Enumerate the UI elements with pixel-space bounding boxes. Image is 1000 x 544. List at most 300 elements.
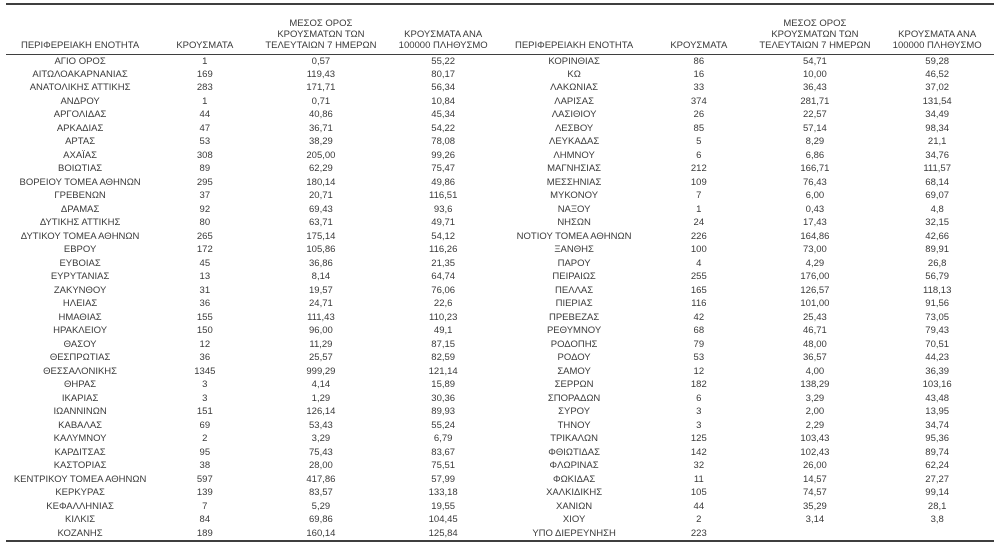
avg7day-cell: 0,71	[311, 95, 331, 107]
avg7day-cell: 101,00	[800, 298, 830, 310]
per100k-cell: 116,51	[429, 190, 458, 202]
table-row	[500, 189, 994, 203]
region-cell: ΡΟΔΟΠΗΣ	[550, 338, 598, 350]
region-cell: ΔΡΑΜΑΣ	[60, 203, 100, 215]
table-body-right	[500, 54, 994, 540]
avg7day-cell: 105,86	[306, 244, 336, 256]
per100k-cell: 75,51	[431, 460, 456, 472]
per100k-cell: 56,79	[925, 271, 950, 283]
region-cell: ΝΟΤΙΟΥ ΤΟΜΕΑ ΑΘΗΝΩΝ	[516, 230, 632, 242]
region-cell: ΜΑΓΝΗΣΙΑΣ	[547, 163, 602, 175]
avg7day-cell: 138,29	[800, 379, 830, 391]
cases-cell: 255	[690, 271, 707, 283]
per100k-cell: 82,59	[431, 352, 456, 364]
table-row	[6, 446, 500, 460]
region-cell: ΑΝΑΤΟΛΙΚΗΣ ΑΤΤΙΚΗΣ	[29, 82, 131, 94]
avg7day-cell: 8,14	[311, 271, 331, 283]
per100k-cell: 70,51	[925, 338, 950, 350]
avg7day-cell: 0,57	[311, 55, 331, 67]
cases-cell: 6	[696, 392, 702, 404]
per100k-cell: 95,36	[925, 433, 950, 445]
avg7day-cell: 36,43	[803, 82, 827, 94]
region-cell: ΠΕΙΡΑΙΩΣ	[552, 271, 596, 283]
region-cell: ΠΕΛΛΑΣ	[555, 284, 594, 296]
table-row	[6, 311, 500, 325]
avg7day-cell: 4,00	[805, 365, 825, 377]
table-row	[6, 297, 500, 311]
cases-cell: 223	[690, 527, 707, 539]
cases-cell: 11	[693, 473, 704, 485]
cases-cell: 36	[199, 298, 211, 310]
cases-cell: 151	[196, 406, 213, 418]
avg7day-cell: 38,29	[309, 136, 333, 148]
cases-cell: 44	[693, 500, 705, 512]
region-cell: ΔΥΤΙΚΗΣ ΑΤΤΙΚΗΣ	[39, 217, 121, 229]
avg7day-cell: 53,43	[309, 419, 333, 431]
cases-cell: 169	[196, 68, 213, 80]
per100k-cell: 34,74	[925, 419, 950, 431]
per100k-cell: 43,48	[925, 392, 950, 404]
cases-cell: 16	[693, 68, 705, 80]
cases-cell: 89	[199, 163, 211, 175]
avg7day-cell: 73,00	[803, 244, 827, 256]
table-row	[6, 405, 500, 419]
cases-cell: 32	[693, 460, 705, 472]
avg7day-cell: 126,14	[306, 406, 336, 418]
avg7day-cell: 36,86	[309, 257, 333, 269]
avg7day-cell: 69,86	[309, 514, 333, 526]
per100k-cell: 116,26	[429, 244, 458, 256]
per100k-cell: 99,14	[925, 487, 950, 499]
region-cell: ΑΙΤΩΛΟΑΚΑΡΝΑΝΙΑΣ	[32, 68, 128, 80]
per100k-cell: 59,28	[925, 55, 950, 67]
avg7day-cell: 46,71	[803, 325, 827, 337]
table-row	[500, 176, 994, 190]
avg7day-cell: 205,00	[306, 149, 336, 161]
table-row	[500, 122, 994, 136]
per100k-cell: 64,74	[431, 271, 456, 283]
cases-cell: 95	[199, 446, 211, 458]
region-cell: ΚΑΒΑΛΑΣ	[58, 419, 103, 431]
avg7day-cell: 76,43	[803, 176, 827, 188]
per100k-cell: 4,8	[930, 203, 944, 215]
avg7day-cell: 5,29	[311, 500, 331, 512]
cases-cell: 92	[199, 203, 211, 215]
region-cell: ΡΟΔΟΥ	[557, 352, 591, 364]
cases-cell: 1	[202, 55, 208, 67]
cases-cell: 80	[199, 217, 211, 229]
region-cell: ΕΒΡΟΥ	[63, 244, 97, 256]
per100k-cell: 99,26	[431, 149, 456, 161]
avg7day-cell: 3,14	[805, 514, 825, 526]
region-cell: ΘΗΡΑΣ	[64, 379, 97, 391]
avg7day-cell: 6,00	[805, 190, 825, 202]
table-row	[500, 297, 994, 311]
region-cell: ΧΑΛΚΙΔΙΚΗΣ	[546, 487, 603, 499]
region-cell: ΛΑΚΩΝΙΑΣ	[550, 82, 599, 94]
avg7day-cell: 63,71	[309, 217, 333, 229]
per100k-cell: 89,91	[925, 244, 950, 256]
avg7day-cell: 62,29	[309, 163, 333, 175]
region-cell: ΞΑΝΘΗΣ	[554, 244, 594, 256]
table-row	[6, 486, 500, 500]
table-row	[6, 392, 500, 406]
per100k-cell: 78,08	[431, 136, 456, 148]
table-row	[6, 54, 500, 68]
region-cell: ΙΩΑΝΝΙΝΩΝ	[53, 406, 107, 418]
avg7day-cell: 175,14	[306, 230, 336, 242]
per100k-cell: 131,54	[922, 95, 952, 107]
per100k-cell: 49,1	[433, 325, 453, 337]
cases-cell: 24	[693, 217, 705, 229]
table-row	[500, 135, 994, 149]
col-header-per100k: ΚΡΟΥΣΜΑΤΑ ΑΝΑ 100000 ΠΛΗΘΥΣΜΟ	[880, 5, 994, 54]
table-row	[500, 378, 994, 392]
cases-cell: 226	[690, 230, 707, 242]
table-row	[500, 486, 994, 500]
region-cell: ΧΑΝΙΩΝ	[556, 500, 593, 512]
cases-cell: 1345	[194, 365, 216, 377]
per100k-cell	[880, 527, 994, 541]
per100k-cell: 111,57	[923, 163, 951, 175]
per100k-cell: 104,45	[428, 514, 458, 526]
table-row	[500, 216, 994, 230]
per100k-cell: 34,49	[925, 109, 950, 121]
cases-cell: 2	[696, 514, 702, 526]
per100k-cell: 54,22	[431, 122, 456, 134]
region-cell: ΖΑΚΥΝΘΟΥ	[53, 284, 107, 296]
table-row	[500, 243, 994, 257]
region-cell: ΣΠΟΡΑΔΩΝ	[547, 392, 601, 404]
region-cell: ΦΩΚΙΔΑΣ	[552, 473, 596, 485]
avg7day-cell: 14,57	[803, 473, 827, 485]
cases-cell: 44	[199, 109, 211, 121]
region-cell: ΚΑΣΤΟΡΙΑΣ	[53, 460, 107, 472]
avg7day-cell: 103,43	[800, 433, 830, 445]
region-cell: ΠΡΕΒΕΖΑΣ	[548, 311, 600, 323]
per100k-cell: 37,02	[925, 82, 950, 94]
cases-cell: 182	[690, 379, 707, 391]
per100k-cell: 80,17	[431, 68, 456, 80]
per100k-cell: 68,14	[925, 176, 950, 188]
cases-cell: 85	[693, 122, 705, 134]
table-row	[500, 284, 994, 298]
table-row	[500, 351, 994, 365]
per100k-cell: 69,07	[925, 190, 950, 202]
avg7day-cell: 74,57	[803, 487, 827, 499]
avg7day-cell: 176,00	[800, 271, 830, 283]
col-header-avg7day: ΜΕΣΟΣ ΟΡΟΣ ΚΡΟΥΣΜΑΤΩΝ ΤΩΝ ΤΕΛΕΥΤΑΙΩΝ 7 ΗΜΕΡΩΝ	[749, 5, 880, 54]
cases-cell: 84	[199, 514, 211, 526]
table-row	[6, 270, 500, 284]
per100k-cell: 22,6	[433, 298, 453, 310]
table-row	[6, 176, 500, 190]
avg7day-cell: 417,86	[306, 473, 336, 485]
cases-cell: 2	[202, 433, 208, 445]
avg7day-cell: 171,71	[306, 82, 336, 94]
cases-cell: 26	[693, 109, 705, 121]
region-cell: ΚΙΛΚΙΣ	[65, 514, 96, 526]
avg7day-cell: 57,14	[803, 122, 827, 134]
per100k-cell: 3,8	[930, 514, 944, 526]
table-row	[6, 108, 500, 122]
table-right-half	[500, 5, 994, 540]
per100k-cell: 87,15	[431, 338, 456, 350]
table-row	[6, 365, 500, 379]
table-row	[6, 257, 500, 271]
cases-cell: 5	[696, 136, 702, 148]
cases-cell: 597	[196, 473, 213, 485]
table-row	[6, 122, 500, 136]
cases-cell: 3	[696, 419, 702, 431]
region-cell: ΚΕΦΑΛΛΗΝΙΑΣ	[46, 500, 114, 512]
cases-cell: 68	[693, 325, 705, 337]
table-row	[500, 459, 994, 473]
avg7day-cell: 54,71	[803, 55, 827, 67]
table-row	[500, 203, 994, 217]
region-cell: ΒΟΙΩΤΙΑΣ	[58, 163, 103, 175]
avg7day-cell: 166,71	[800, 163, 830, 175]
region-cell: ΚΟΡΙΝΘΙΑΣ	[548, 55, 600, 67]
table-row	[500, 311, 994, 325]
region-cell: ΛΕΥΚΑΔΑΣ	[548, 136, 600, 148]
table-row	[500, 338, 994, 352]
per100k-cell: 6,79	[433, 433, 453, 445]
region-cell: ΚΟΖΑΝΗΣ	[57, 527, 103, 539]
col-header-region: ΠΕΡΙΦΕΡΕΙΑΚΗ ΕΝΟΤΗΤΑ	[500, 5, 648, 54]
avg7day-cell: 0,43	[805, 203, 825, 215]
region-cell: ΤΗΝΟΥ	[557, 419, 591, 431]
per100k-cell: 76,06	[431, 284, 456, 296]
cases-cell: 308	[196, 149, 213, 161]
cases-cell: 212	[690, 163, 707, 175]
table-row	[500, 473, 994, 487]
region-cell: ΤΡΙΚΑΛΩΝ	[550, 433, 598, 445]
region-cell: ΘΕΣΣΑΛΟΝΙΚΗΣ	[43, 365, 118, 377]
avg7day-cell: 35,29	[803, 500, 827, 512]
table-row	[6, 378, 500, 392]
table-row	[500, 432, 994, 446]
per100k-cell: 89,74	[925, 446, 950, 458]
table-row	[6, 68, 500, 82]
per100k-cell: 91,56	[925, 298, 950, 310]
per100k-cell: 118,13	[923, 284, 952, 296]
avg7day-cell: 180,14	[306, 176, 336, 188]
region-cell: ΗΡΑΚΛΕΙΟΥ	[53, 325, 108, 337]
table-row	[500, 230, 994, 244]
avg7day-cell: 3,29	[805, 392, 825, 404]
region-cell: ΚΩ	[567, 68, 581, 80]
table-row	[6, 473, 500, 487]
avg7day-cell: 26,00	[803, 460, 827, 472]
table-row	[6, 81, 500, 95]
region-cell: ΑΝΔΡΟΥ	[60, 95, 100, 107]
per100k-cell: 110,23	[429, 311, 458, 323]
cases-cell: 3	[202, 379, 208, 391]
per100k-cell: 30,36	[431, 392, 456, 404]
table-row	[6, 216, 500, 230]
table-row	[6, 230, 500, 244]
cases-cell: 3	[202, 392, 208, 404]
col-header-region: ΠΕΡΙΦΕΡΕΙΑΚΗ ΕΝΟΤΗΤΑ	[6, 5, 154, 54]
avg7day-cell: 19,57	[309, 284, 333, 296]
region-cell: ΛΑΡΙΣΑΣ	[554, 95, 594, 107]
cases-cell: 125	[690, 433, 707, 445]
region-cell: ΠΙΕΡΙΑΣ	[555, 298, 593, 310]
cases-cell: 142	[690, 446, 707, 458]
avg7day-cell: 11,29	[309, 338, 333, 350]
per100k-cell: 62,24	[925, 460, 950, 472]
table-row	[6, 203, 500, 217]
per100k-cell: 57,99	[431, 473, 456, 485]
cases-cell: 6	[696, 149, 702, 161]
region-cell: ΝΗΣΩΝ	[557, 217, 591, 229]
header-row	[500, 5, 994, 54]
region-cell: ΑΡΓΟΛΙΔΑΣ	[53, 109, 107, 121]
per100k-cell: 83,67	[431, 446, 456, 458]
header-row	[6, 5, 500, 54]
avg7day-cell: 83,57	[309, 487, 333, 499]
table-row	[500, 162, 994, 176]
region-cell: ΘΑΣΟΥ	[63, 338, 97, 350]
cases-table-left	[6, 5, 500, 540]
avg7day-cell: 4,29	[805, 257, 825, 269]
table-row	[6, 95, 500, 109]
region-cell: ΛΑΣΙΘΙΟΥ	[551, 109, 597, 121]
avg7day-cell: 160,14	[306, 527, 336, 539]
avg7day-cell: 10,00	[803, 68, 827, 80]
per100k-cell: 34,76	[925, 149, 950, 161]
per100k-cell: 42,66	[925, 230, 950, 242]
cases-cell: 4	[696, 257, 702, 269]
cases-cell: 7	[696, 190, 702, 202]
per100k-cell: 36,39	[925, 365, 950, 377]
cases-cell: 42	[693, 311, 705, 323]
region-cell: ΡΕΘΥΜΝΟΥ	[546, 325, 602, 337]
per100k-cell: 10,84	[431, 95, 456, 107]
region-cell: ΒΟΡΕΙΟΥ ΤΟΜΕΑ ΑΘΗΝΩΝ	[19, 176, 141, 188]
cases-cell: 37	[199, 190, 211, 202]
table-row	[500, 392, 994, 406]
per100k-cell: 15,89	[431, 379, 456, 391]
cases-cell: 3	[696, 406, 702, 418]
cases-cell: 165	[690, 284, 707, 296]
region-cell: ΠΑΡΟΥ	[557, 257, 591, 269]
per100k-cell: 93,6	[433, 203, 453, 215]
table-row	[500, 324, 994, 338]
region-cell: ΝΑΞΟΥ	[557, 203, 591, 215]
cases-cell: 265	[196, 230, 213, 242]
cases-cell: 53	[199, 136, 211, 148]
cases-cell: 31	[199, 284, 211, 296]
cases-cell: 7	[202, 500, 208, 512]
table-row	[6, 459, 500, 473]
table-row	[500, 95, 994, 109]
region-cell: ΚΕΡΚΥΡΑΣ	[55, 487, 105, 499]
avg7day-cell: 25,57	[309, 352, 333, 364]
table-row	[500, 68, 994, 82]
avg7day-cell: 17,43	[803, 217, 827, 229]
per100k-cell: 45,34	[431, 109, 456, 121]
col-header-cases: ΚΡΟΥΣΜΑΤΑ	[154, 5, 255, 54]
region-cell: ΦΘΙΩΤΙΔΑΣ	[548, 446, 600, 458]
table-row	[6, 243, 500, 257]
per100k-cell: 27,27	[925, 473, 950, 485]
avg7day-cell: 111,43	[307, 311, 335, 323]
table-row	[500, 419, 994, 433]
avg7day-cell: 24,71	[309, 298, 333, 310]
cases-cell: 283	[196, 82, 213, 94]
region-cell: ΙΚΑΡΙΑΣ	[61, 392, 99, 404]
table-body-left	[6, 54, 500, 540]
avg7day-cell: 36,57	[803, 352, 827, 364]
per100k-cell: 121,14	[428, 365, 458, 377]
region-cell: ΜΕΣΣΗΝΙΑΣ	[546, 176, 602, 188]
region-cell: ΜΥΚΟΝΟΥ	[550, 190, 599, 202]
table-header-right	[500, 5, 994, 54]
region-cell: ΘΕΣΠΡΩΤΙΑΣ	[49, 352, 111, 364]
cases-table-right	[500, 5, 994, 540]
avg7day-cell: 96,00	[309, 325, 333, 337]
avg7day-cell: 75,43	[309, 446, 333, 458]
cases-cell: 13	[199, 271, 211, 283]
avg7day-cell: 25,43	[803, 311, 827, 323]
cases-cell: 79	[693, 338, 705, 350]
region-cell: ΔΥΤΙΚΟΥ ΤΟΜΕΑ ΑΘΗΝΩΝ	[20, 230, 140, 242]
table-row	[500, 257, 994, 271]
region-cell: ΑΓΙΟ ΟΡΟΣ	[54, 55, 106, 67]
cases-cell: 155	[196, 311, 213, 323]
table-row	[500, 405, 994, 419]
region-cell: ΗΛΕΙΑΣ	[62, 298, 98, 310]
cases-cell: 33	[693, 82, 705, 94]
region-cell: ΚΑΛΥΜΝΟΥ	[53, 433, 107, 445]
cases-cell: 139	[196, 487, 213, 499]
cases-cell: 295	[196, 176, 213, 188]
table-row	[6, 419, 500, 433]
table-row	[500, 108, 994, 122]
avg7day-cell: 4,14	[311, 379, 331, 391]
region-cell: ΑΡΚΑΔΙΑΣ	[56, 122, 104, 134]
col-header-avg7day: ΜΕΣΟΣ ΟΡΟΣ ΚΡΟΥΣΜΑΤΩΝ ΤΩΝ ΤΕΛΕΥΤΑΙΩΝ 7 ΗΜΕΡΩΝ	[255, 5, 386, 54]
table-row	[500, 513, 994, 527]
region-cell: ΕΥΒΟΙΑΣ	[59, 257, 101, 269]
per100k-cell: 19,55	[431, 500, 456, 512]
region-cell: ΚΑΡΔΙΤΣΑΣ	[54, 446, 106, 458]
avg7day-cell: 119,43	[306, 68, 336, 80]
cases-cell: 189	[196, 527, 213, 539]
table-row	[6, 500, 500, 514]
per100k-cell: 133,18	[428, 487, 458, 499]
table-row	[500, 500, 994, 514]
avg7day-cell: 1,29	[311, 392, 331, 404]
avg7day-cell: 164,86	[800, 230, 830, 242]
table-row	[6, 189, 500, 203]
region-cell: ΥΠΟ ΔΙΕΡΕΥΝΗΣΗ	[532, 527, 616, 539]
cases-cell: 116	[691, 298, 707, 310]
per100k-cell: 79,43	[925, 325, 950, 337]
avg7day-cell: 999,29	[306, 365, 336, 377]
table-row	[6, 284, 500, 298]
per100k-cell: 103,16	[922, 379, 952, 391]
avg7day-cell: 69,43	[309, 203, 333, 215]
table-row	[500, 81, 994, 95]
region-cell: ΣΕΡΡΩΝ	[554, 379, 594, 391]
avg7day-cell: 28,00	[309, 460, 333, 472]
cases-cell: 12	[199, 338, 211, 350]
table-row	[500, 149, 994, 163]
per100k-cell: 56,34	[431, 82, 456, 94]
